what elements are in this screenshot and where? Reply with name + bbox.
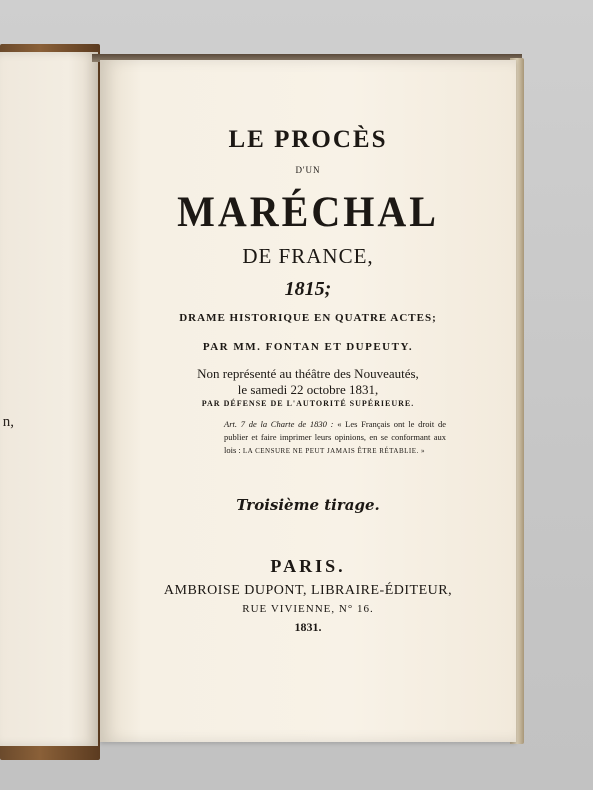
year: 1815;	[284, 278, 332, 300]
charter-quote	[224, 418, 446, 458]
publisher: AMBROISE DUPONT, LIBRAIRE-ÉDITEUR,	[163, 583, 453, 598]
note-line-1: Non représenté au théâtre des Nouveautés,	[197, 366, 419, 381]
title-line-1: LE PROCÈS	[228, 126, 388, 153]
quote-reference: Art. 7 de la Charte de 1830 :	[224, 419, 334, 429]
publication-year: 1831.	[294, 620, 322, 634]
edition: Troisième tirage.	[236, 496, 380, 514]
left-page	[0, 52, 98, 746]
address: RUE VIVIENNE, N° 16.	[242, 603, 374, 615]
authors: PAR MM. FONTAN ET DUPEUTY.	[202, 341, 414, 353]
quote-text: « Les Français ont le droit de publier et faire imprimer leurs opinions, en se conformant aux lois :	[224, 419, 446, 455]
quote-emphasis: LA CENSURE NE PEUT JAMAIS ÊTRE RÉTABLIE. »	[242, 447, 425, 455]
title-line-2: D'UN	[295, 165, 321, 175]
title-line-4: DE FRANCE,	[242, 244, 374, 268]
title-line-3: MARÉCHAL	[177, 187, 439, 236]
left-page-fragment: n,	[2, 414, 14, 430]
note-line-3: PAR DÉFENSE DE L'AUTORITÉ SUPÉRIEURE.	[201, 399, 415, 408]
city: PARIS.	[270, 556, 346, 576]
title-page	[100, 60, 516, 742]
subtitle: DRAME HISTORIQUE EN QUATRE ACTES;	[179, 312, 437, 324]
note-line-2: le samedi 22 octobre 1831,	[237, 382, 379, 397]
